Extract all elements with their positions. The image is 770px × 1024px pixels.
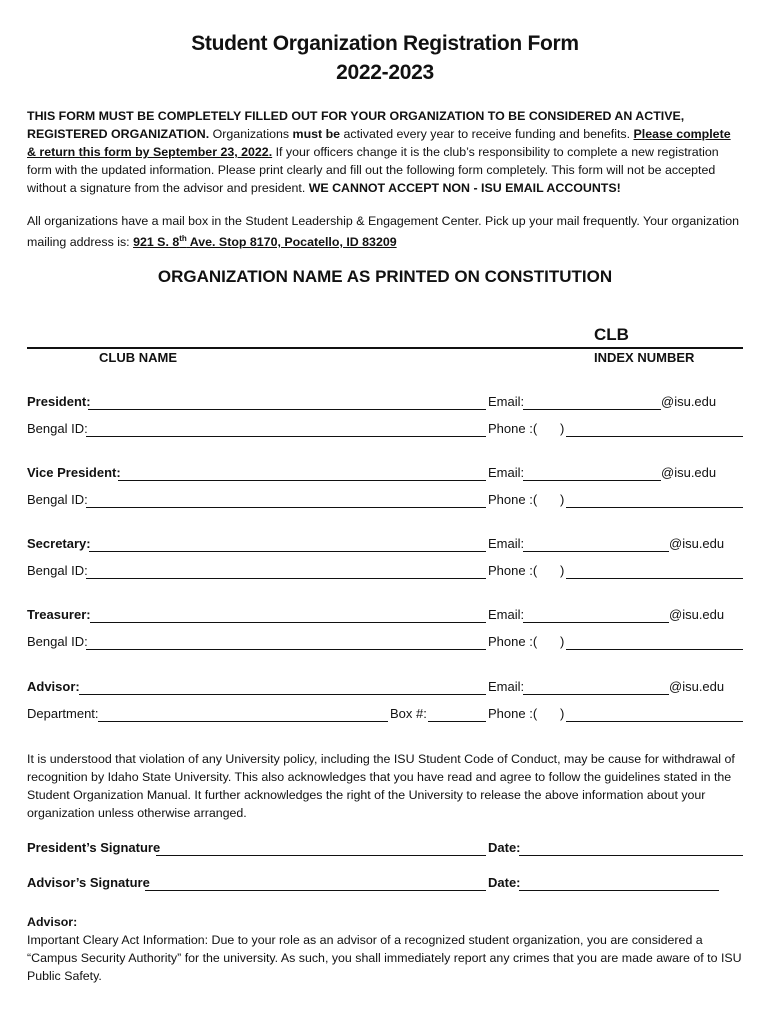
intro-line5-text: without a signature from the advisor and president. bbox=[27, 181, 309, 195]
mailbox-line2: mailing address is: bbox=[27, 235, 134, 250]
deadline-text-b: & return this form by September 23, 2022. bbox=[27, 145, 273, 159]
policy-line4: organization unless otherwise arranged. bbox=[27, 806, 247, 820]
clery-paragraph bbox=[27, 913, 743, 985]
president-signature-label: President’s Signature bbox=[27, 840, 161, 855]
treasurer-email-domain: @isu.edu bbox=[669, 607, 725, 622]
secretary-email-label: Email: bbox=[488, 536, 525, 551]
club-name-label: CLUB NAME bbox=[99, 350, 177, 365]
intro-line4: form with the updated information. Please print clearly and fill out the following form completely. This form will not be accepted bbox=[27, 163, 716, 177]
president-phone-field[interactable] bbox=[566, 436, 743, 437]
deadline-text-a: Please complete bbox=[633, 127, 731, 141]
form-year: 2022-2023 bbox=[336, 61, 434, 84]
club-name-field[interactable] bbox=[27, 347, 743, 349]
vice-president-email-field[interactable] bbox=[523, 480, 661, 481]
secretary-email-field[interactable] bbox=[523, 551, 669, 552]
mailing-address: 921 S. 8th Ave. Stop 8170, Pocatello, ID 83209 bbox=[133, 234, 397, 250]
policy-line3: Student Organization Manual. It further acknowledges the right of the University to release the above information about your bbox=[27, 788, 706, 802]
index-number-label: INDEX NUMBER bbox=[594, 350, 695, 365]
vice-president-phone-field[interactable] bbox=[566, 507, 743, 508]
intro-line2-bold2: must be bbox=[292, 127, 341, 141]
treasurer-role-label: Treasurer: bbox=[27, 607, 91, 622]
vice-president-bengal-id-label: Bengal ID: bbox=[27, 492, 88, 507]
advisor-email-label: Email: bbox=[488, 679, 525, 694]
president-email-domain: @isu.edu bbox=[661, 394, 717, 409]
department-field[interactable] bbox=[98, 721, 388, 722]
mailbox-paragraph bbox=[27, 212, 743, 251]
vice-president-bengal-id-field[interactable] bbox=[86, 507, 486, 508]
intro-line3-text: If your officers change it is the club’s responsibility to complete a new registration bbox=[272, 145, 719, 159]
vice-president-name-field[interactable] bbox=[118, 480, 486, 481]
president-bengal-id-label: Bengal ID: bbox=[27, 421, 88, 436]
department-label: Department: bbox=[27, 706, 99, 721]
intro-line2-text: Organizations bbox=[209, 127, 293, 141]
secretary-email-domain: @isu.edu bbox=[669, 536, 725, 551]
advisor-email-domain: @isu.edu bbox=[669, 679, 725, 694]
intro-paragraph bbox=[27, 107, 743, 197]
treasurer-phone-field[interactable] bbox=[566, 649, 743, 650]
intro-line2-bold: REGISTERED ORGANIZATION. bbox=[27, 127, 210, 141]
president-date-label: Date: bbox=[488, 840, 521, 855]
email-warning: WE CANNOT ACCEPT NON - ISU EMAIL ACCOUNTS! bbox=[308, 181, 621, 195]
president-phone-close: ) bbox=[560, 421, 565, 436]
form-title: Student Organization Registration Form bbox=[191, 32, 579, 55]
president-role-label: President: bbox=[27, 394, 91, 409]
advisor-date-field[interactable] bbox=[519, 890, 719, 891]
president-date-field[interactable] bbox=[519, 855, 743, 856]
treasurer-bengal-id-field[interactable] bbox=[86, 649, 486, 650]
vice-president-phone-label: Phone :( bbox=[488, 492, 538, 507]
policy-paragraph bbox=[27, 750, 743, 822]
vice-president-phone-close: ) bbox=[560, 492, 565, 507]
secretary-phone-label: Phone :( bbox=[488, 563, 538, 578]
secretary-bengal-id-field[interactable] bbox=[86, 578, 486, 579]
advisor-email-field[interactable] bbox=[523, 694, 669, 695]
treasurer-email-label: Email: bbox=[488, 607, 525, 622]
secretary-name-field[interactable] bbox=[89, 551, 486, 552]
advisor-signature-label: Advisor’s Signature bbox=[27, 875, 150, 890]
advisor-phone-close: ) bbox=[560, 706, 565, 721]
advisor-role-label: Advisor: bbox=[27, 679, 80, 694]
advisor-signature-field[interactable] bbox=[145, 890, 486, 891]
box-label: Box #: bbox=[390, 706, 427, 721]
box-field[interactable] bbox=[428, 721, 486, 722]
president-email-field[interactable] bbox=[523, 409, 661, 410]
vice-president-email-domain: @isu.edu bbox=[661, 465, 717, 480]
intro-line2-text2: activated every year to receive funding and benefits. bbox=[340, 127, 634, 141]
secretary-role-label: Secretary: bbox=[27, 536, 91, 551]
president-phone-label: Phone :( bbox=[488, 421, 538, 436]
advisor-phone-label: Phone :( bbox=[488, 706, 538, 721]
treasurer-email-field[interactable] bbox=[523, 622, 669, 623]
clery-heading: Advisor: bbox=[27, 915, 78, 929]
clery-line1: Important Cleary Act Information: Due to your role as an advisor of a recognized student organization, you are considered a bbox=[27, 933, 703, 947]
president-signature-field[interactable] bbox=[156, 855, 486, 856]
org-name-heading: ORGANIZATION NAME AS PRINTED ON CONSTITUTION bbox=[157, 267, 613, 286]
president-name-field[interactable] bbox=[88, 409, 486, 410]
treasurer-name-field[interactable] bbox=[90, 622, 486, 623]
treasurer-phone-label: Phone :( bbox=[488, 634, 538, 649]
treasurer-bengal-id-label: Bengal ID: bbox=[27, 634, 88, 649]
advisor-name-field[interactable] bbox=[79, 694, 486, 695]
clb-prefix: CLB bbox=[594, 325, 629, 344]
advisor-date-label: Date: bbox=[488, 875, 521, 890]
secretary-phone-close: ) bbox=[560, 563, 565, 578]
clery-line2: “Campus Security Authority” for the university. As such, you shall immediately report any crimes that you are made aware of to ISU bbox=[27, 951, 742, 965]
treasurer-phone-close: ) bbox=[560, 634, 565, 649]
policy-line2: recognition by Idaho State University. This also acknowledges that you have read and agree to follow the guidelines stated in the bbox=[27, 770, 732, 784]
secretary-bengal-id-label: Bengal ID: bbox=[27, 563, 88, 578]
clery-line3: Public Safety. bbox=[27, 969, 102, 983]
intro-line1: THIS FORM MUST BE COMPLETELY FILLED OUT FOR YOUR ORGANIZATION TO BE CONSIDERED AN ACTIVE, bbox=[27, 109, 685, 123]
secretary-phone-field[interactable] bbox=[566, 578, 743, 579]
vice-president-role-label: Vice President: bbox=[27, 465, 121, 480]
mailbox-line1: All organizations have a mail box in the Student Leadership & Engagement Center. Pick up your mail frequently. Your organization bbox=[27, 214, 739, 228]
advisor-phone-field[interactable] bbox=[566, 721, 743, 722]
vice-president-email-label: Email: bbox=[488, 465, 525, 480]
president-bengal-id-field[interactable] bbox=[86, 436, 486, 437]
policy-line1: It is understood that violation of any University policy, including the ISU Student Code of Conduct, may be cause for withdrawal of bbox=[27, 752, 735, 766]
president-email-label: Email: bbox=[488, 394, 525, 409]
